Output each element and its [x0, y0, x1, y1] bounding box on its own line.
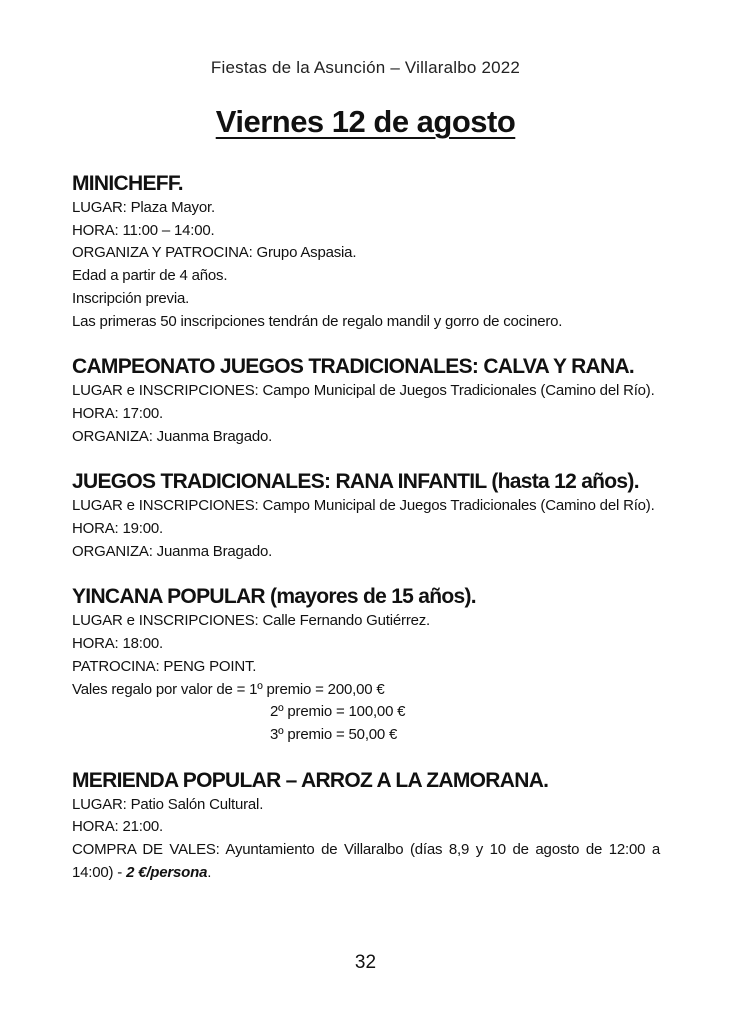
purchase-text: COMPRA DE VALES: Ayuntamiento de Villaralbo (días 8,9 y 10 de agosto de 12:00 a 14:00) - [72, 841, 660, 881]
event-time: HORA: 11:00 – 14:00. [72, 221, 215, 239]
page-number: 32 [354, 952, 377, 973]
event-campeonato-calva-rana [72, 353, 660, 448]
event-prize-third: 3º premio = 50,00 € [270, 725, 398, 743]
events-list [72, 170, 660, 904]
event-title: YINCANA POPULAR (mayores de 15 años). [72, 585, 476, 609]
event-location: LUGAR e INSCRIPCIONES: Campo Municipal de Juegos Tradicionales (Camino del Río). [72, 382, 655, 400]
event-time: HORA: 21:00. [72, 818, 163, 836]
event-organizer: ORGANIZA: Juanma Bragado. [72, 427, 273, 445]
event-title: CAMPEONATO JUEGOS TRADICIONALES: CALVA Y RANA. [72, 355, 635, 379]
page-header: Fiestas de la Asunción – Villaralbo 2022 [210, 58, 521, 77]
event-minicheff [72, 170, 660, 333]
event-prize-second: 2º premio = 100,00 € [270, 703, 406, 721]
event-rana-infantil [72, 468, 660, 563]
event-location: LUGAR: Patio Salón Cultural. [72, 795, 264, 813]
event-time: HORA: 19:00. [72, 520, 163, 538]
price-per-person: 2 €/persona [126, 863, 208, 881]
event-time: HORA: 18:00. [72, 635, 163, 653]
event-yincana-popular [72, 583, 660, 746]
event-prize-first: Vales regalo por valor de = 1º premio = 200,00 € [72, 680, 385, 698]
event-location: LUGAR: Plaza Mayor. [72, 199, 215, 216]
event-sponsor: PATROCINA: PENG POINT. [72, 657, 257, 675]
day-title-text: Viernes 12 de agosto [215, 104, 516, 139]
event-gift-note: Las primeras 50 inscripciones tendrán de regalo mandil y gorro de cocinero. [72, 312, 563, 330]
event-purchase-info [72, 839, 660, 884]
event-organizer: ORGANIZA: Juanma Bragado. [72, 542, 273, 560]
event-location: LUGAR e INSCRIPCIONES: Campo Municipal de Juegos Tradicionales (Camino del Río). [72, 497, 655, 515]
event-registration: Inscripción previa. [72, 289, 190, 307]
event-title: JUEGOS TRADICIONALES: RANA INFANTIL (hasta 12 años). [72, 470, 639, 494]
event-title: MERIENDA POPULAR – ARROZ A LA ZAMORANA. [72, 768, 549, 792]
event-time: HORA: 17:00. [72, 404, 163, 422]
event-merienda-popular [72, 767, 660, 885]
event-age: Edad a partir de 4 años. [72, 267, 228, 285]
price-suffix: . [207, 863, 212, 881]
event-location: LUGAR e INSCRIPCIONES: Calle Fernando Gutiérrez. [72, 612, 431, 630]
event-title: MINICHEFF. [72, 172, 183, 195]
event-organizer: ORGANIZA Y PATROCINA: Grupo Aspasia. [72, 244, 357, 262]
day-title [0, 104, 731, 140]
